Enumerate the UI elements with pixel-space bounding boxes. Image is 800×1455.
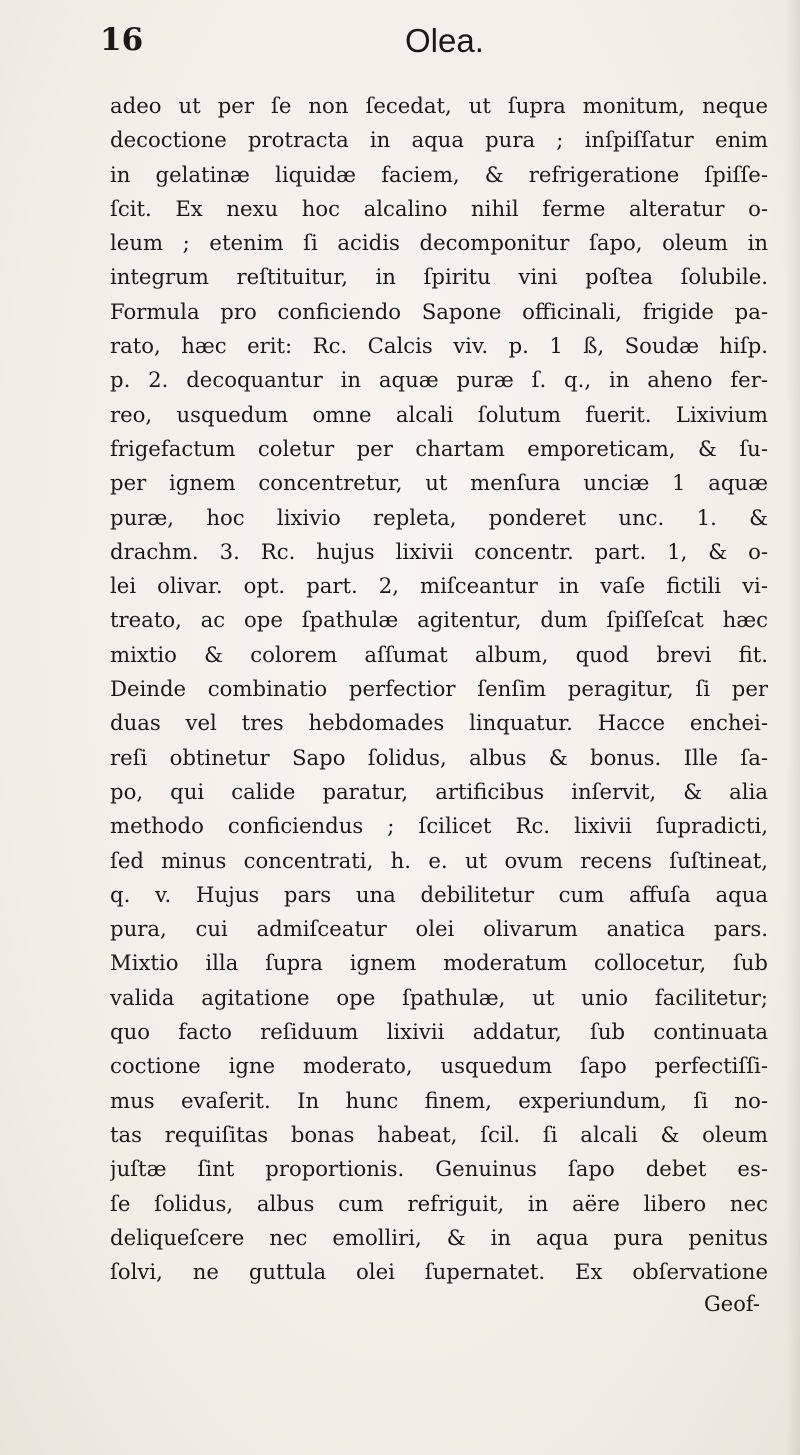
text-line: per ignem concentretur, ut menſura unciæ 1 aquæ	[110, 470, 768, 496]
page-number: 16	[100, 22, 144, 58]
text-line: decoctione protracta in aqua pura ; inſpiſſatur enim	[110, 127, 768, 153]
text-line: ſed minus concentrati, h. e. ut ovum recens ſuſtineat,	[110, 847, 768, 873]
text-line: ſcit. Ex nexu hoc alcalino nihil ferme alteratur o-	[110, 195, 768, 221]
text-line: mus evaſerit. In hunc finem, experiundum, ſi no-	[110, 1087, 768, 1113]
running-title: Olea.	[405, 22, 484, 59]
text-line: quo facto reſiduum lixivii addatur, ſub continuata	[110, 1019, 768, 1045]
text-line: q. v. Hujus pars una debilitetur cum affuſa aqua	[110, 881, 768, 907]
text-line: duas vel tres hebdomades linquatur. Hacce enchei-	[110, 710, 768, 736]
text-line: valida agitatione ope ſpathulæ, ut unio facilitetur;	[110, 984, 768, 1010]
text-line: ſe ſolidus, albus cum refriguit, in aëre libero nec	[110, 1190, 768, 1216]
text-line: p. 2. decoquantur in aquæ puræ ſ. q., in aheno fer-	[110, 367, 768, 393]
catchword: Geof-	[704, 1292, 760, 1317]
text-line: reſi obtinetur Sapo ſolidus, albus & bonus. Ille ſa-	[110, 744, 768, 770]
text-line: ſolvi, ne guttula olei ſupernatet. Ex obſervatione	[110, 1259, 768, 1285]
text-line: rato, hæc erit: Rc. Calcis viv. p. 1 ß, Soudæ hiſp.	[110, 333, 768, 359]
text-line: lei olivar. opt. part. 2, miſceantur in vaſe fictili vi-	[110, 573, 768, 599]
text-line: tas requiſitas bonas habeat, ſcil. ſi alcali & oleum	[110, 1121, 768, 1147]
text-line: po, qui calide paratur, artificibus inſervit, & alia	[110, 778, 768, 804]
text-line: mixtio & colorem aſſumat album, quod brevi fit.	[110, 641, 768, 667]
text-line: methodo conficiendus ; ſcilicet Rc. lixivii ſupradicti,	[110, 813, 768, 839]
text-line: Mixtio illa ſupra ignem moderatum collocetur, ſub	[110, 950, 768, 976]
text-line: puræ, hoc lixivio repleta, ponderet unc. 1. &	[110, 504, 768, 530]
text-line: coctione igne moderato, usquedum ſapo perfectiſſi-	[110, 1053, 768, 1079]
page-edge-shadow	[786, 0, 800, 1455]
body-text	[110, 89, 768, 1319]
text-line: pura, cui admiſceatur olei olivarum anatica pars.	[110, 916, 768, 942]
text-line: Deinde combinatio perfectior ſenſim peragitur, ſi per	[110, 676, 768, 702]
text-line: drachm. 3. Rc. hujus lixivii concentr. part. 1, & o-	[110, 538, 768, 564]
text-line: in gelatinæ liquidæ faciem, & refrigeratione ſpiſſe-	[110, 161, 768, 187]
text-line: treato, ac ope ſpathulæ agitentur, dum ſpiſſeſcat hæc	[110, 607, 768, 633]
text-line: deliqueſcere nec emolliri, & in aqua pura penitus	[110, 1224, 768, 1250]
text-line: Formula pro conficiendo Sapone officinali, frigide pa-	[110, 298, 768, 324]
text-line: frigefactum coletur per chartam emporeticam, & ſu-	[110, 435, 768, 461]
text-line: adeo ut per ſe non ſecedat, ut ſupra monitum, neque	[110, 93, 768, 118]
text-line: reo, usquedum omne alcali ſolutum fuerit. Lixivium	[110, 401, 768, 427]
text-line: juſtæ ſint proportionis. Genuinus ſapo debet es-	[110, 1156, 768, 1182]
page-header	[100, 22, 760, 66]
text-line: leum ; etenim ſi acidis decomponitur ſapo, oleum in	[110, 230, 768, 256]
text-line: integrum reſtituitur, in ſpiritu vini poſtea ſolubile.	[110, 264, 768, 290]
